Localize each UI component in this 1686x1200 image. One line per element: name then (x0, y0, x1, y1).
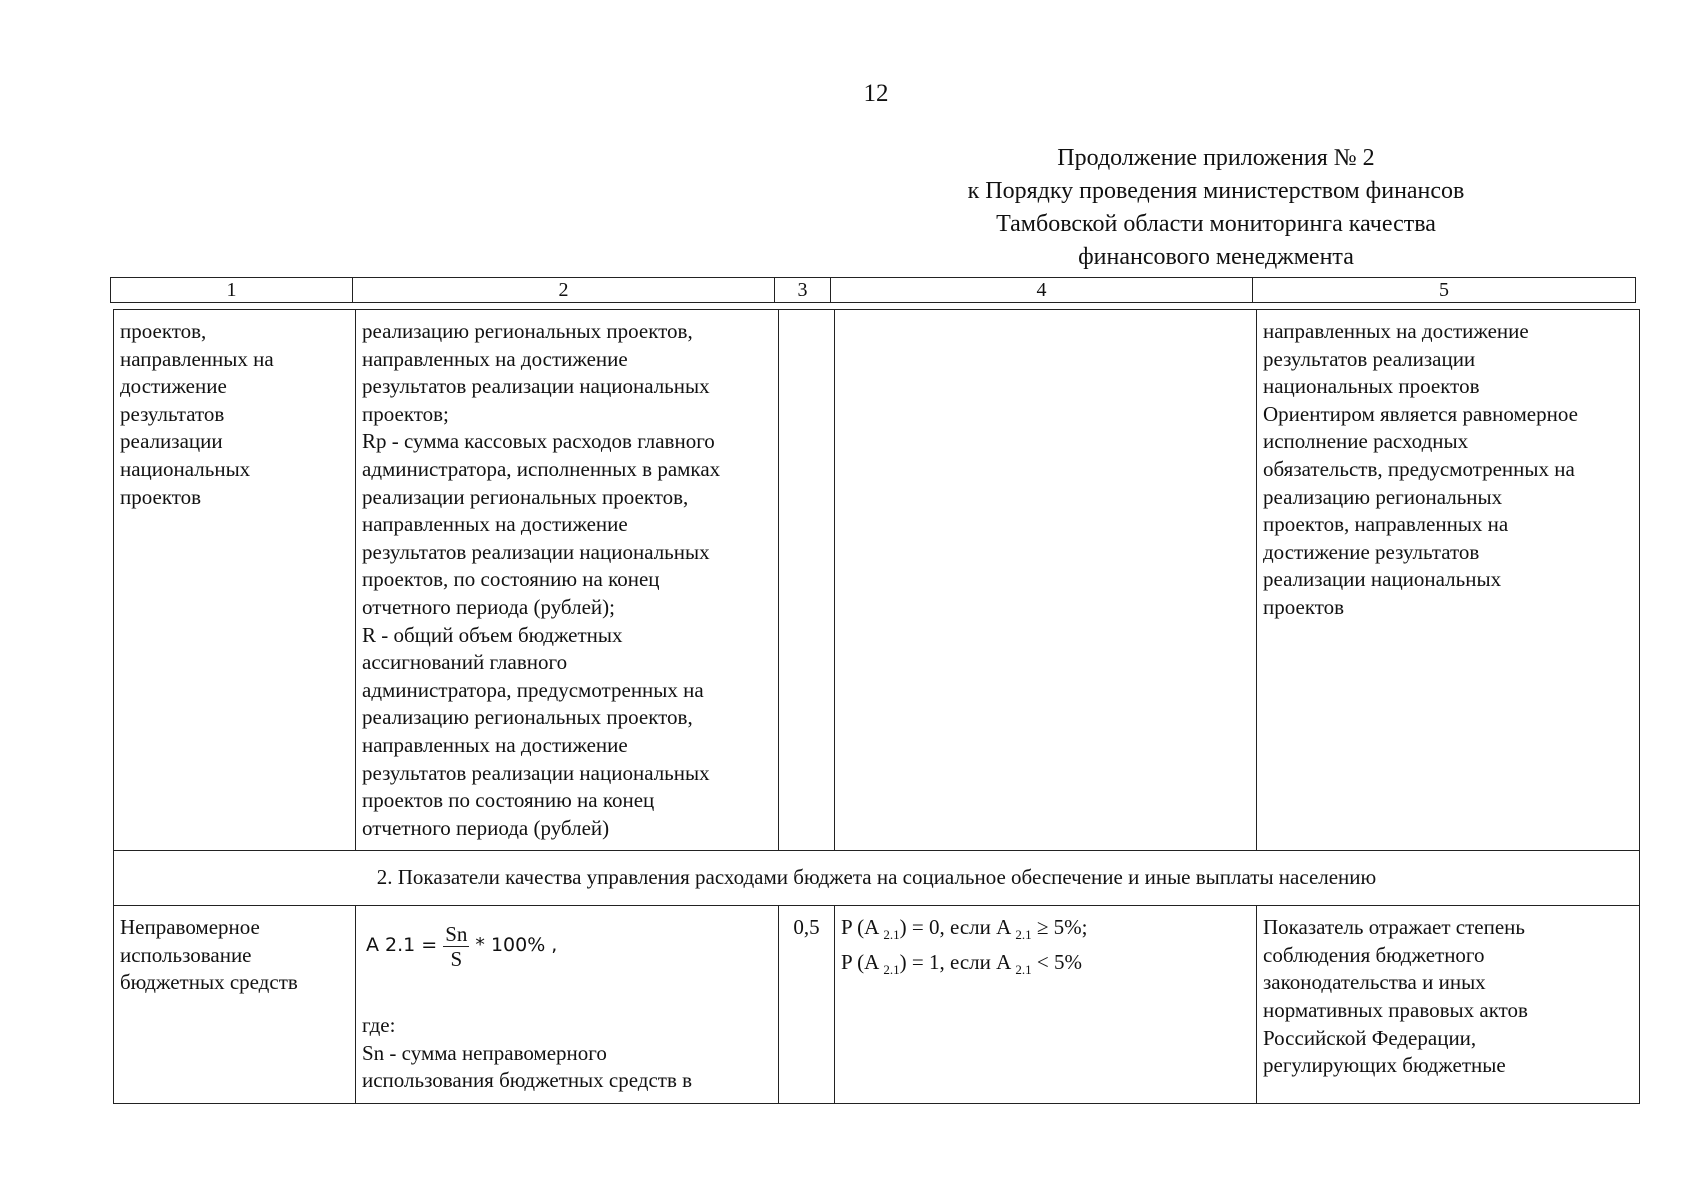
indicators-table (113, 309, 1640, 1104)
cell-text-line: соблюдения бюджетного (1263, 942, 1485, 967)
cell-text-line: национальных (120, 456, 251, 481)
cell-text-line: отчетного периода (рублей) (362, 815, 610, 840)
cell-text-line: бюджетных средств (120, 970, 298, 995)
cell-text-line: Российской Федерации, (1263, 1025, 1477, 1050)
cell-text-line: Показатель отражает степень (1263, 915, 1525, 940)
row1-comment-cell (1257, 310, 1640, 851)
formula-rhs: * 100% , (475, 934, 558, 957)
cell-text-line: проектов (120, 484, 202, 509)
scoring-text: < 5% (1031, 950, 1082, 975)
cell-text-line: достижение (120, 374, 227, 399)
header-col-5: 5 (1253, 278, 1636, 303)
cell-text-line: направленных на достижение (362, 512, 628, 537)
row1-scoring-cell (835, 310, 1257, 851)
header-col-1: 1 (111, 278, 353, 303)
cell-text-line: проектов по состоянию на конец (362, 788, 655, 813)
row1-indicator-cell (114, 310, 356, 851)
row2-indicator-cell (114, 906, 356, 1104)
cell-text-line: нормативных правовых актов (1263, 998, 1528, 1023)
cell-text-line: проектов, по состоянию на конец (362, 567, 660, 592)
row2-formula-cell (356, 906, 779, 1104)
cell-text-line: администратора, предусмотренных на (362, 677, 704, 702)
formula (366, 920, 772, 972)
appendix-heading (856, 142, 1576, 274)
cell-text-line: R - общий объем бюджетных (362, 622, 623, 647)
header-col-3: 3 (775, 278, 831, 303)
cell-text-line: Sn - сумма неправомерного (362, 1040, 607, 1065)
cell-text-line: результатов (120, 401, 225, 426)
cell-text-line: реализацию региональных (1263, 484, 1503, 509)
cell-text-line: реализацию региональных проектов, (362, 705, 693, 730)
scoring-subscript: 2.1 (883, 927, 900, 943)
cell-text-line: проектов, направленных на (1263, 512, 1509, 537)
scoring-line (841, 914, 1250, 949)
cell-text-line: проектов, (120, 319, 207, 343)
cell-text-line: реализацию региональных проектов, (362, 319, 693, 343)
formula-fraction (443, 922, 469, 971)
cell-text-line: проектов; (362, 401, 449, 426)
cell-text-line: проектов (1263, 594, 1345, 619)
cell-text-line: направленных на достижение (362, 732, 628, 757)
cell-text-line: результатов реализации национальных (362, 539, 710, 564)
scoring-subscript: 2.1 (883, 962, 900, 978)
header-col-4: 4 (831, 278, 1253, 303)
appendix-heading-line: Тамбовской области мониторинга качества (996, 211, 1436, 237)
header-col-2: 2 (353, 278, 775, 303)
cell-text-line: национальных проектов (1263, 374, 1480, 399)
row2-scoring-cell (835, 906, 1257, 1104)
cell-text-line: результатов реализации национальных (362, 760, 710, 785)
cell-text-line: направленных на достижение (1263, 319, 1529, 343)
scoring-text: P (A (841, 915, 884, 940)
section-row (114, 851, 1640, 906)
cell-text-line: законодательства и иных (1263, 970, 1486, 995)
cell-text-line: результатов реализации (1263, 346, 1476, 371)
row2-comment-cell (1257, 906, 1640, 1104)
cell-text-line: Ориентиром является равномерное (1263, 401, 1578, 426)
formula-lhs: A 2.1 = (366, 934, 438, 957)
appendix-heading-line: к Порядку проведения министерством финансов (967, 178, 1465, 204)
section-title: 2. Показатели качества управления расходами бюджета на социальное обеспечение и иные выплаты населению (114, 851, 1640, 906)
appendix-heading-line: Продолжение приложения № 2 (1057, 145, 1375, 171)
formula-denominator: S (450, 946, 463, 971)
cell-text-line: отчетного периода (рублей); (362, 594, 615, 619)
scoring-text: P (A (841, 950, 884, 975)
scoring-text: ) = 1, если A (899, 950, 1016, 975)
cell-text-line: обязательств, предусмотренных на (1263, 456, 1575, 481)
header-row (111, 278, 1636, 303)
cell-text-line: ассигнований главного (362, 650, 568, 675)
cell-text-line: использование (120, 942, 252, 967)
cell-text-line: Неправомерное (120, 915, 260, 940)
table-row (114, 906, 1640, 1104)
scoring-text: ) = 0, если A (899, 915, 1016, 940)
cell-text-line: где: (362, 1013, 396, 1038)
scoring-line (841, 949, 1250, 984)
cell-text-line: Rp - сумма кассовых расходов главного (362, 429, 715, 454)
column-number-header (110, 277, 1636, 303)
row1-formula-cell (356, 310, 779, 851)
row1-weight-cell (779, 310, 835, 851)
table-row (114, 310, 1640, 851)
cell-text-line: реализации (120, 429, 223, 454)
appendix-heading-line: финансового менеджмента (1078, 244, 1354, 270)
cell-text-line: результатов реализации национальных (362, 374, 710, 399)
cell-text-line: достижение результатов (1263, 539, 1480, 564)
cell-text-line: реализации региональных проектов, (362, 484, 689, 509)
cell-text-line: реализации национальных (1263, 567, 1502, 592)
cell-text-line: направленных на (120, 346, 274, 371)
page-number: 12 (863, 80, 889, 107)
cell-text-line: регулирующих бюджетные (1263, 1053, 1506, 1078)
cell-text-line: администратора, исполненных в рамках (362, 456, 721, 481)
formula-numerator: Sn (445, 921, 468, 946)
row2-weight-cell: 0,5 (779, 906, 835, 1104)
cell-text-line: использования бюджетных средств в (362, 1068, 693, 1093)
scoring-subscript: 2.1 (1015, 927, 1032, 943)
scoring-text: ≥ 5%; (1031, 915, 1088, 940)
scoring-subscript: 2.1 (1015, 962, 1032, 978)
cell-text-line: направленных на достижение (362, 346, 628, 371)
cell-text-line: исполнение расходных (1263, 429, 1469, 454)
